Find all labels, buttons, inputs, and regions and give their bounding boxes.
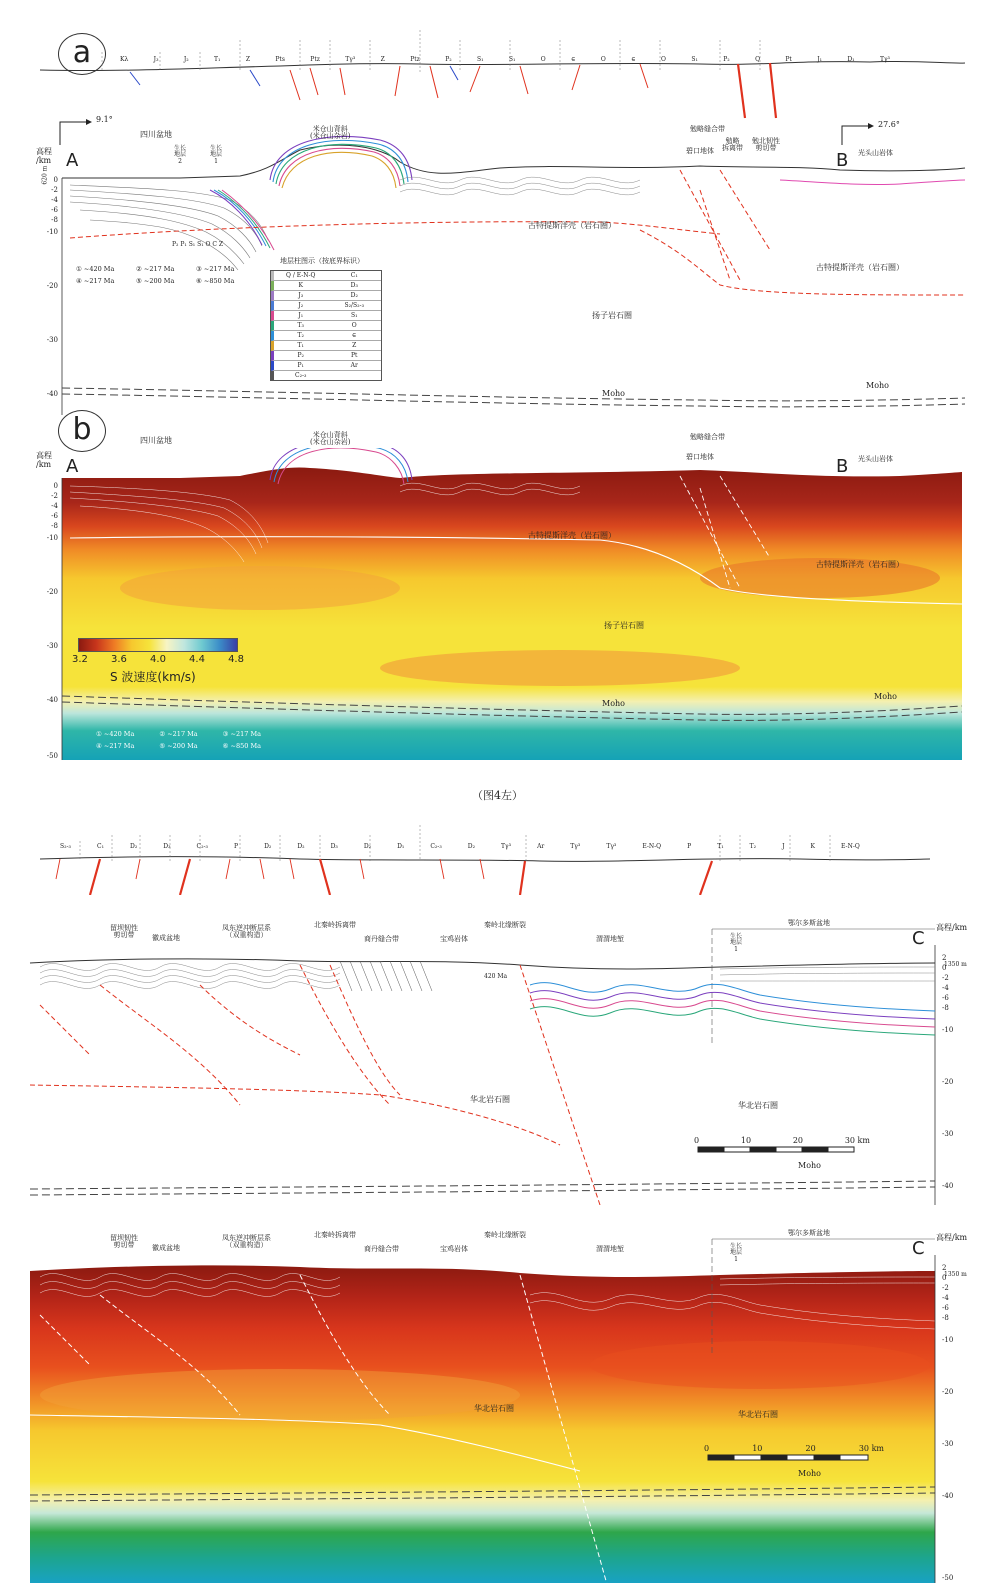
unit-label: Pt [785,56,792,63]
region-bikou: 碧口地体 [686,147,714,155]
depth-tick: -40 [942,1182,954,1190]
moho-label-a2: Moho [866,381,889,390]
colorbar-tick: 4.0 [150,654,166,665]
unit-label: S₁ [477,56,484,63]
unit-label: ∈ [631,56,636,63]
panel-a-elev-label: 高程 /km [36,147,52,165]
age-item: ② ~217 Ma [159,730,198,738]
unit-label: O [540,56,546,63]
region-shangdan-d: 商丹缝合带 [364,1245,399,1253]
legend-unit: S₁ [350,312,358,319]
unit-label: T₁ [214,56,221,63]
elev-1350-c: 1350 m [944,961,967,968]
unit-label: Pts [275,56,285,63]
scale-tick: 10 [740,1136,752,1145]
unit-label: D₂ [467,843,475,850]
azimuth-right: 27.6° [878,120,900,129]
region-fengdong-d: 凤东逆冲断层系 （双重构造） [222,1234,271,1250]
depth-tick: -40 [942,1492,954,1500]
region-micang-b: 米仓山背斜 (米仓山杂岩) [310,431,351,447]
moho-label-d: Moho [798,1469,821,1478]
moho-label-b: Moho [602,699,625,708]
legend-unit: P₁ [297,362,304,369]
point-c-label: C [912,928,925,949]
legend-unit [328,371,382,380]
depth-tick: -30 [46,336,58,344]
depth-tick: -2 [51,186,58,194]
scale-tick: 20 [792,1136,804,1145]
depth-tick: -50 [46,752,58,760]
panel-a-elev-620: 620 m [41,165,49,185]
region-growth1: 生长 地层 1 [210,145,223,165]
legend-unit: T₁ [297,342,304,349]
legend-row [271,281,381,291]
legend-row [271,361,381,371]
scale-ticks-c [694,1136,870,1145]
legend-unit: K [298,282,303,289]
region-growth1-d: 生长 地层 1 [730,1243,743,1263]
moho-label-a: Moho [602,389,625,398]
age-item: ③ ~217 Ma [196,265,235,273]
unit-label: Z [245,56,251,63]
legend-unit: P₂ [297,352,304,359]
unit-label: Ptz [410,56,420,63]
region-qinbei: 秦岭北缘断裂 [484,921,526,929]
colorbar-tick: 4.4 [189,654,205,665]
unit-label: C₂-₃ [430,843,442,850]
legend-unit: C₂-₃ [295,372,307,379]
bottom-strata-labels: P₂ P₁ S₁ S₁ O C Z [172,241,224,248]
age-item: ① ~420 Ma [96,730,135,738]
depth-tick: -40 [46,696,58,704]
scale-tick: 30 km [844,1136,870,1145]
unit-label: O [600,56,606,63]
colorbar-tick: 4.8 [228,654,244,665]
unit-label: P [687,843,692,850]
unit-label: Ptz [310,56,320,63]
depth-tick: -6 [51,206,58,214]
depth-tick: -30 [942,1440,954,1448]
age-420-c: 420 Ma [484,973,508,980]
region-qinbei-d: 秦岭北缘断裂 [484,1231,526,1239]
unit-label: D₂ [264,843,272,850]
colorbar-ticks [72,654,244,665]
legend-row [271,271,381,281]
legend-unit: J₂ [298,302,304,309]
unit-label: D₂ [130,843,138,850]
unit-label: O [661,56,666,63]
legend-row [271,321,381,331]
region-guangtou-b: 光头山岩体 [858,455,893,463]
depth-tick: -20 [46,282,58,290]
legend-unit: Q / E-N-Q [286,272,316,279]
unit-label: Q [755,56,760,63]
legend-unit: C₁ [350,272,358,279]
region-mianbei: 勉北韧性 剪切带 [752,137,780,153]
region-guangtou: 光头山岩体 [858,149,893,157]
panel-b-label: b [58,410,106,452]
unit-label: K [810,843,816,850]
legend-row [271,311,381,321]
legend-unit: Z [352,342,357,349]
region-sichuan: 四川盆地 [140,130,172,139]
region-paleotethys-a: 古特提斯洋壳（岩石圈） [528,221,616,230]
depth-tick: 2 [942,954,947,962]
depth-tick: 0 [53,176,58,184]
age-item: ③ ~217 Ma [222,730,261,738]
legend-unit: D₂ [350,292,358,299]
age-item: ⑤ ~200 Ma [136,277,175,285]
unit-label: J [782,843,785,850]
scale-ticks-d [704,1444,884,1453]
region-yangtze-a: 扬子岩石圈 [592,311,632,320]
point-a-label: A [66,150,79,171]
panel-a-label: a [58,33,106,75]
panel-c-surface-strip [0,815,1000,895]
depth-tick: -6 [942,994,949,1002]
azimuth-left: 9.1° [96,115,113,124]
age-item: ① ~420 Ma [76,265,115,273]
legend-row [271,301,381,311]
panel-b-elev-label: 高程 /km [36,451,52,469]
age-list-b [96,730,286,750]
region-weihe: 渭渭地堑 [596,935,624,943]
legend-unit: Pt [351,352,358,359]
unit-label: J₂ [183,56,189,63]
scale-tick: 30 km [858,1444,884,1453]
region-huicheng: 徽成盆地 [152,934,180,942]
legend-unit: J₁ [298,312,304,319]
unit-label: S₂-₃ [60,843,71,850]
region-paleotethys-b2: 古特提斯洋壳（岩石圈） [816,560,904,569]
unit-label: Z [380,56,385,63]
legend-unit: J₃ [298,292,304,299]
depth-tick: -20 [46,588,58,596]
region-beiqinling: 北秦岭拆离带 [314,921,356,929]
legend-row [271,331,381,341]
point-b-label-b: B [836,456,849,477]
age-item: ⑥ ~850 Ma [222,742,261,750]
region-micang: 米仓山背斜 (米仓山杂岩) [310,125,351,141]
unit-label: Tγ³ [345,56,356,63]
region-paleotethys-b: 古特提斯洋壳（岩石圈） [528,531,616,540]
region-bikou-b: 碧口地体 [686,453,714,461]
elev-1350-d: 1350 m [944,1271,967,1278]
legend-unit: D₃ [350,282,358,289]
scale-tick: 0 [704,1444,710,1453]
depth-tick: -2 [942,1284,949,1292]
depth-tick: 0 [53,482,58,490]
strat-legend-title: 地层柱图示（按底界标识） [280,257,364,265]
unit-label: T₁ [717,843,724,850]
depth-tick: -30 [942,1130,954,1138]
region-shangdan: 商丹缝合带 [364,935,399,943]
depth-tick: -4 [942,984,949,992]
region-weihe-d: 渭渭地堑 [596,1245,624,1253]
scale-tick: 10 [752,1444,763,1453]
unit-label: C₂-₃ [196,843,208,850]
legend-row [271,351,381,361]
unit-label: Kλ [120,56,129,63]
depth-tick: -4 [51,502,58,510]
scale-tick: 0 [694,1136,700,1145]
region-paleotethys-a2: 古特提斯洋壳（岩石圈） [816,263,904,272]
age-item: ⑤ ~200 Ma [159,742,198,750]
panel-c-surface-units [60,843,860,853]
depth-tick: -8 [51,216,58,224]
point-c-label-d: C [912,1238,925,1259]
region-baoji: 宝鸡岩体 [440,935,468,943]
legend-row [271,371,381,380]
colorbar-tick: 3.6 [111,654,127,665]
unit-label: ∈ [571,56,576,63]
region-huabei-d2: 华北岩石圈 [738,1410,778,1419]
region-growth1-c: 生长 地层 1 [730,933,743,953]
unit-label: D₂ [363,843,372,850]
unit-label: S₁ [691,56,698,63]
depth-tick: -20 [942,1078,954,1086]
region-yangtze-b: 扬子岩石圈 [604,621,644,630]
depth-tick: -6 [51,512,58,520]
legend-unit: T₂ [297,332,304,339]
unit-label: Ar [537,843,545,850]
panel-c-section [0,905,1000,1205]
region-ordos: 鄂尔多斯盆地 [788,919,830,927]
region-huicheng-d: 徽成盆地 [152,1244,180,1252]
region-baoji-d: 宝鸡岩体 [440,1245,468,1253]
depth-tick: -8 [942,1314,949,1322]
region-growth2: 生长 地层 2 [174,145,187,165]
unit-label: P [233,843,239,850]
region-beiqinling-d: 北秦岭拆离带 [314,1231,356,1239]
colorbar-label: S 波速度(km/s) [110,670,196,684]
colorbar [78,638,238,652]
unit-label: C₁ [96,843,104,850]
unit-label: E-N-Q [642,843,662,850]
depth-tick: -20 [942,1388,954,1396]
panel-c-elev-label: 高程/km [936,923,968,932]
region-mianlue-detach: 勉略 拆离带 [722,137,743,153]
region-mianlue-b: 勉略缝合带 [690,433,725,441]
depth-tick: -4 [51,196,58,204]
depth-tick: -50 [942,1574,954,1582]
depth-tick: -10 [46,534,58,542]
depth-tick: -10 [942,1026,954,1034]
legend-unit: T₃ [297,322,304,329]
depth-tick: -30 [46,642,58,650]
age-item: ② ~217 Ma [136,265,175,273]
depth-tick: 0 [942,964,947,972]
depth-tick: -10 [46,228,58,236]
depth-tick: -10 [942,1336,954,1344]
region-huabei-c: 华北岩石圈 [470,1095,510,1104]
caption-left: （图4左） [472,789,523,802]
moho-label-b2: Moho [874,692,897,701]
region-fengdong: 凤东逆冲断层系 （双重构造） [222,924,271,940]
region-huabei-c2: 华北岩石圈 [738,1101,778,1110]
panel-a-surface-units [120,56,890,68]
depth-tick: -2 [51,492,58,500]
depth-tick: -6 [942,1304,949,1312]
region-mianlue: 勉略缝合带 [690,125,725,133]
depth-tick: -8 [51,522,58,530]
age-list-a [76,265,256,285]
point-a-label-b: A [66,456,79,477]
point-b-label: B [836,150,849,171]
legend-unit: ∈ [352,332,357,339]
region-sichuan-b: 四川盆地 [140,436,172,445]
colorbar-tick: 3.2 [72,654,88,665]
depth-tick: -4 [942,1294,949,1302]
depth-tick: 0 [942,1274,947,1282]
scale-tick: 20 [805,1444,816,1453]
legend-unit: S₂/S₂-₃ [344,302,364,309]
unit-label: S₁ [508,56,516,63]
moho-label-c: Moho [798,1161,821,1170]
unit-label: P₂ [723,56,730,63]
unit-label: D₃ [163,843,171,850]
unit-label: P₂ [445,56,452,63]
region-huabei-d: 华北岩石圈 [474,1404,514,1413]
unit-label: E-N-Q [841,843,860,850]
panel-d-elev-label: 高程/km [936,1233,968,1242]
unit-label: J₃ [153,56,159,63]
depth-tick: 2 [942,1264,947,1272]
unit-label: D₂ [297,843,305,850]
unit-label: J₁ [817,56,822,63]
unit-label: Tγ³ [606,843,617,850]
region-ordos-d: 鄂尔多斯盆地 [788,1229,830,1237]
unit-label: T₂ [749,843,757,850]
age-item: ④ ~217 Ma [96,742,135,750]
unit-label: Tγ³ [570,843,581,850]
unit-label: D₁ [397,843,405,850]
legend-row [271,291,381,301]
age-item: ④ ~217 Ma [76,277,115,285]
region-liuba: 留坝韧性 剪切带 [110,924,138,940]
unit-label: D₃ [330,843,338,850]
legend-row [271,341,381,351]
unit-label: Tγ³ [879,56,890,63]
legend-unit: O [351,322,357,329]
depth-tick: -40 [46,390,58,398]
unit-label: D₁ [847,56,855,63]
region-liuba-d: 留坝韧性 剪切带 [110,1234,138,1250]
legend-unit: Ar [350,362,358,369]
unit-label: Tγ³ [501,843,512,850]
depth-tick: -2 [942,974,949,982]
strat-legend [270,270,382,381]
depth-tick: -8 [942,1004,949,1012]
age-item: ⑥ ~850 Ma [196,277,235,285]
